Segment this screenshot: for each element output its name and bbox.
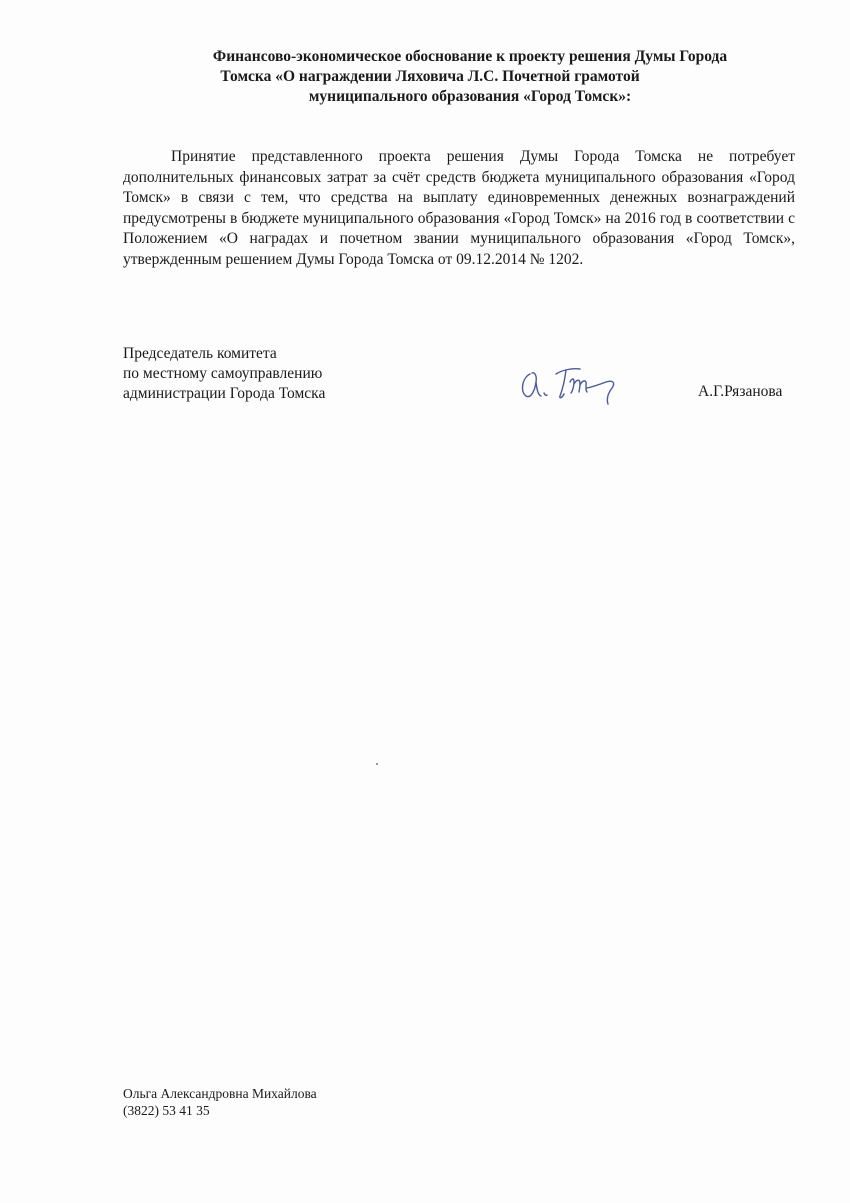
contact-info [123, 1085, 317, 1119]
contact-phone: (3822) 53 41 35 [123, 1103, 210, 1118]
document-title [150, 47, 790, 107]
signatory-position [123, 344, 325, 404]
signatory-position-line-3: администрации Города Томска [123, 385, 326, 402]
contact-name: Ольга Александровна Михайлова [123, 1086, 317, 1101]
title-line-3: муниципального образования «Город Томск»: [308, 88, 632, 105]
handwritten-signature [516, 360, 626, 410]
signatory-name: А.Г.Рязанова [698, 383, 783, 400]
signatory-position-line-1: Председатель комитета [123, 345, 277, 362]
signatory-position-line-2: по местному самоуправлению [123, 365, 323, 382]
body-paragraph: Принятие представленного проекта решения Думы Города Томска не потребует дополнительных финансовых затрат за счёт средств бюджета муниципального образования «Город Томск» в связи с тем, что средства на выплату единовременных денежных вознаграждений предусмотрены в бюджете муниципального образования «Город Томск» на 2016 год в соответствии с Положением «О наградах и почетном звании муниципального образования «Город Томск», утвержденным решением Думы Города Томска от 09.12.2014 № 1202. [123, 148, 795, 268]
title-line-2: Томска «О награждении Ляховича Л.С. Почетной грамотой [220, 68, 640, 85]
title-line-1: Финансово-экономическое обоснование к проекту решения Думы Города [212, 48, 728, 65]
scan-speck [376, 763, 378, 765]
